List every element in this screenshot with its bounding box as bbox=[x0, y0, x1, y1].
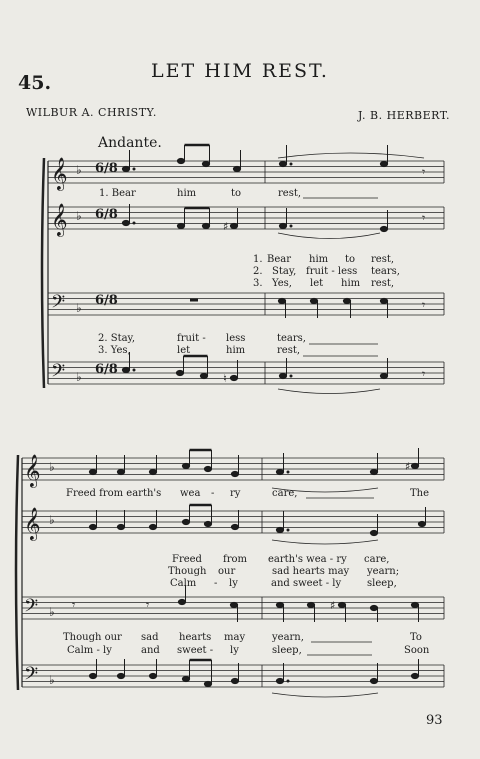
lyric: 1. bbox=[253, 254, 263, 265]
lyric: Calm - ly bbox=[67, 645, 112, 656]
sharp-icon: ♯ bbox=[405, 460, 411, 473]
lyric: him bbox=[226, 345, 246, 356]
lyric: ry bbox=[230, 488, 241, 499]
treble-clef-icon: 𝄞 bbox=[51, 203, 68, 236]
lyric: him bbox=[341, 278, 361, 289]
flat-icon: ♭ bbox=[76, 370, 82, 384]
tempo-marking: Andante. bbox=[98, 135, 162, 151]
lyric: hearts bbox=[179, 632, 212, 643]
lyric: to bbox=[345, 254, 356, 265]
eighth-rest-icon: 𝄾 bbox=[422, 298, 426, 312]
lyric: 2. bbox=[253, 266, 263, 277]
lyric: Freed from earth's bbox=[66, 488, 162, 499]
flat-icon: ♭ bbox=[76, 163, 82, 177]
eighth-rest-icon: 𝄾 bbox=[146, 598, 150, 612]
treble-clef-icon: 𝄞 bbox=[24, 507, 41, 540]
lyric: sad bbox=[141, 632, 159, 643]
page-number: 93 bbox=[426, 713, 443, 728]
lyric: Calm bbox=[170, 578, 197, 589]
lyric: sweet - bbox=[177, 645, 214, 656]
lyric: 3. Yes, bbox=[98, 345, 131, 356]
lyric: 3. bbox=[253, 278, 263, 289]
lyric: ly bbox=[230, 645, 239, 656]
lyric: rest, bbox=[277, 345, 301, 356]
flat-icon: ♭ bbox=[49, 513, 55, 527]
lyric: may bbox=[224, 632, 246, 643]
treble-clef-icon: 𝄞 bbox=[24, 454, 41, 487]
lyric: yearn; bbox=[367, 566, 400, 577]
bass-clef-icon: 𝄢 bbox=[24, 596, 39, 621]
treble-clef-icon: 𝄞 bbox=[51, 157, 68, 190]
notes bbox=[89, 145, 425, 687]
lyric: wea bbox=[180, 488, 201, 499]
lyric: fruit - bbox=[177, 333, 206, 344]
lyric: 2. Stay, bbox=[98, 333, 136, 344]
lyric: let bbox=[177, 345, 191, 356]
eighth-rest-icon: 𝄾 bbox=[422, 165, 426, 179]
lyric: Though our bbox=[63, 632, 122, 643]
flat-icon: ♭ bbox=[49, 460, 55, 474]
lyric: The bbox=[410, 488, 430, 499]
lyric: our bbox=[218, 566, 236, 577]
lyric: him bbox=[309, 254, 329, 265]
bass-clef-icon: 𝄢 bbox=[51, 361, 66, 386]
lyric: yearn, bbox=[272, 632, 304, 643]
lyric: him bbox=[177, 188, 197, 199]
svg-text:6/8: 6/8 bbox=[95, 293, 118, 308]
lyric: care, bbox=[272, 488, 298, 499]
svg-text:6/8: 6/8 bbox=[95, 207, 118, 222]
hymn-title: LET HIM REST. bbox=[151, 60, 329, 82]
lyric: tears, bbox=[371, 266, 400, 277]
lyric: sad hearts may bbox=[272, 566, 350, 577]
flat-icon: ♭ bbox=[49, 605, 55, 619]
lyric: Yes, bbox=[272, 278, 292, 289]
composer-credit: J. B. HERBERT. bbox=[358, 109, 450, 122]
lyric: sleep, bbox=[367, 578, 397, 589]
author-credit: WILBUR A. CHRISTY. bbox=[26, 106, 157, 119]
lyric: let bbox=[310, 278, 324, 289]
lyric: Stay, bbox=[272, 266, 297, 277]
sharp-icon: ♯ bbox=[223, 220, 229, 233]
flat-icon: ♭ bbox=[76, 209, 82, 223]
sharp-icon: ♯ bbox=[330, 599, 336, 612]
lyric: - bbox=[211, 488, 215, 499]
flat-icon: ♭ bbox=[49, 673, 55, 687]
lyric: rest, bbox=[371, 254, 395, 265]
lyric: sleep, bbox=[272, 645, 302, 656]
lyric: Soon bbox=[404, 645, 430, 656]
lyric: earth's wea - ry bbox=[268, 554, 347, 565]
lyric: Though bbox=[168, 566, 207, 577]
lyric: fruit - less bbox=[306, 266, 358, 277]
lyric: 1. Bear bbox=[99, 188, 136, 199]
lyric: from bbox=[223, 554, 247, 565]
lyric: To bbox=[410, 632, 422, 643]
bass-clef-icon: 𝄢 bbox=[51, 292, 66, 317]
svg-text:6/8: 6/8 bbox=[95, 161, 118, 176]
lyric: less bbox=[226, 333, 246, 344]
flat-icon: ♭ bbox=[76, 301, 82, 315]
lyric: ly bbox=[229, 578, 238, 589]
eighth-rest-icon: 𝄾 bbox=[422, 211, 426, 225]
lyric: care, bbox=[364, 554, 390, 565]
lyric: Freed bbox=[172, 554, 202, 565]
lyric: - bbox=[214, 578, 218, 589]
natural-icon: ♮ bbox=[223, 372, 227, 385]
lyric: rest, bbox=[371, 278, 395, 289]
svg-text:6/8: 6/8 bbox=[95, 362, 118, 377]
lyric: and sweet - ly bbox=[271, 578, 342, 589]
hymn-number: 45. bbox=[18, 72, 52, 94]
lyric: tears, bbox=[277, 333, 306, 344]
bass-clef-icon: 𝄢 bbox=[24, 664, 39, 689]
lyric: and bbox=[141, 645, 160, 656]
eighth-rest-icon: 𝄾 bbox=[72, 598, 76, 612]
lyric: Bear bbox=[267, 254, 292, 265]
lyric: to bbox=[231, 188, 242, 199]
lyric: rest, bbox=[278, 188, 302, 199]
eighth-rest-icon: 𝄾 bbox=[422, 367, 426, 381]
